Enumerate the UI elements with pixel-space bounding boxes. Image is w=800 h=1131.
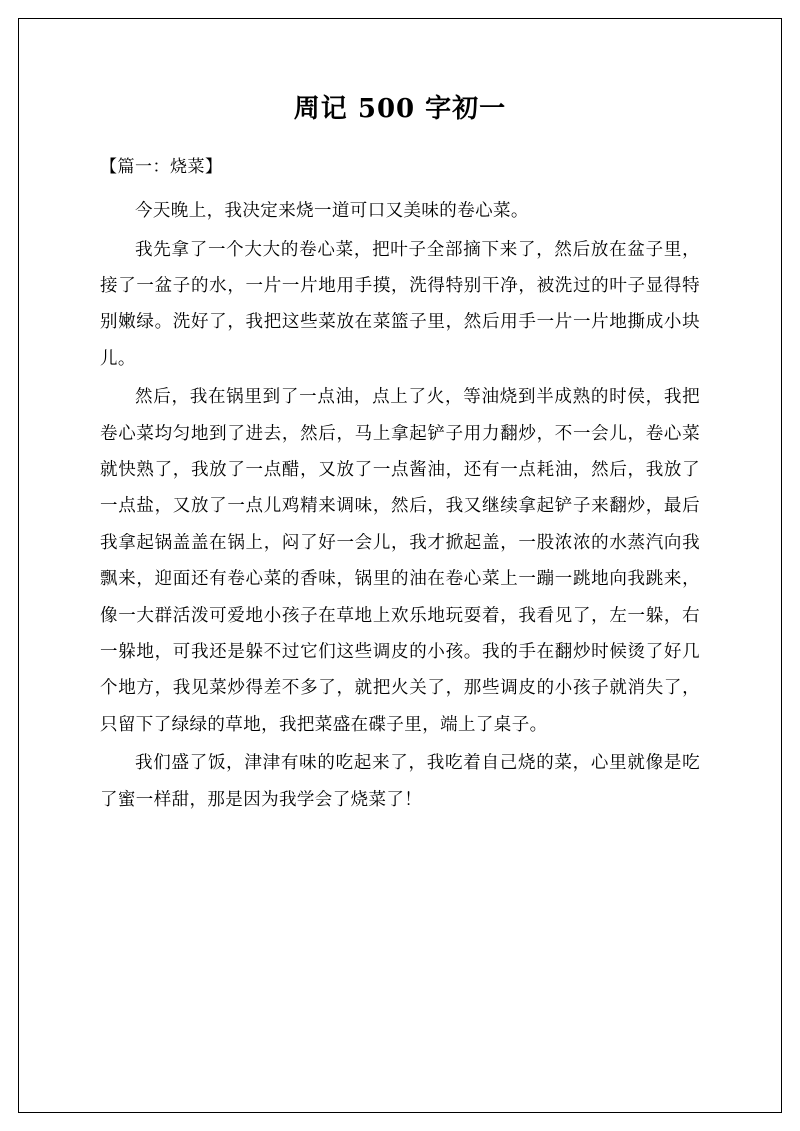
paragraph: 我们盛了饭，津津有味的吃起来了，我吃着自己烧的菜，心里就像是吃了蜜一样甜，那是因为我学会了烧菜了！: [100, 753, 700, 810]
paragraph: 然后，我在锅里到了一点油，点上了火，等油烧到半成熟的时侯，我把卷心菜均匀地到了进去，然后，马上拿起铲子用力翻炒，不一会儿，卷心菜就快熟了，我放了一点醋，又放了一点酱油，还有一点耗油，然后，我放了一点盐，又放了一点儿鸡精来调味，然后，我又继续拿起铲子来翻炒，最后我拿起锅盖盖在锅上，闷了好一会儿，我才掀起盖，一股浓浓的水蒸汽向我飘来，迎面还有卷心菜的香味，锅里的油在卷心菜上一蹦一跳地向我跳来，像一大群活泼可爱地小孩子在草地上欢乐地玩耍着，我看见了，左一躲，右一躲地，可我还是躲不过它们这些调皮的小孩。我的手在翻炒时候烫了好几个地方，我见菜炒得差不多了，就把火关了，那些调皮的小孩子就消失了，只留下了绿绿的草地，我把菜盛在碟子里，端上了桌子。: [100, 387, 700, 735]
section-heading: 【篇一：烧菜】: [100, 157, 223, 177]
paragraph: 我先拿了一个大大的卷心菜，把叶子全部摘下来了，然后放在盆子里，接了一盆子的水，一片一片地用手摸，洗得特别干净，被洗过的叶子显得特别嫩绿。洗好了，我把这些菜放在菜篮子里，然后用手一片一片地撕成小块儿。: [100, 239, 700, 369]
paragraph: 今天晚上，我决定来烧一道可口又美味的卷心菜。: [135, 201, 529, 222]
document-content: [100, 70, 700, 820]
page-title: 周记 500 字初一: [293, 94, 507, 124]
